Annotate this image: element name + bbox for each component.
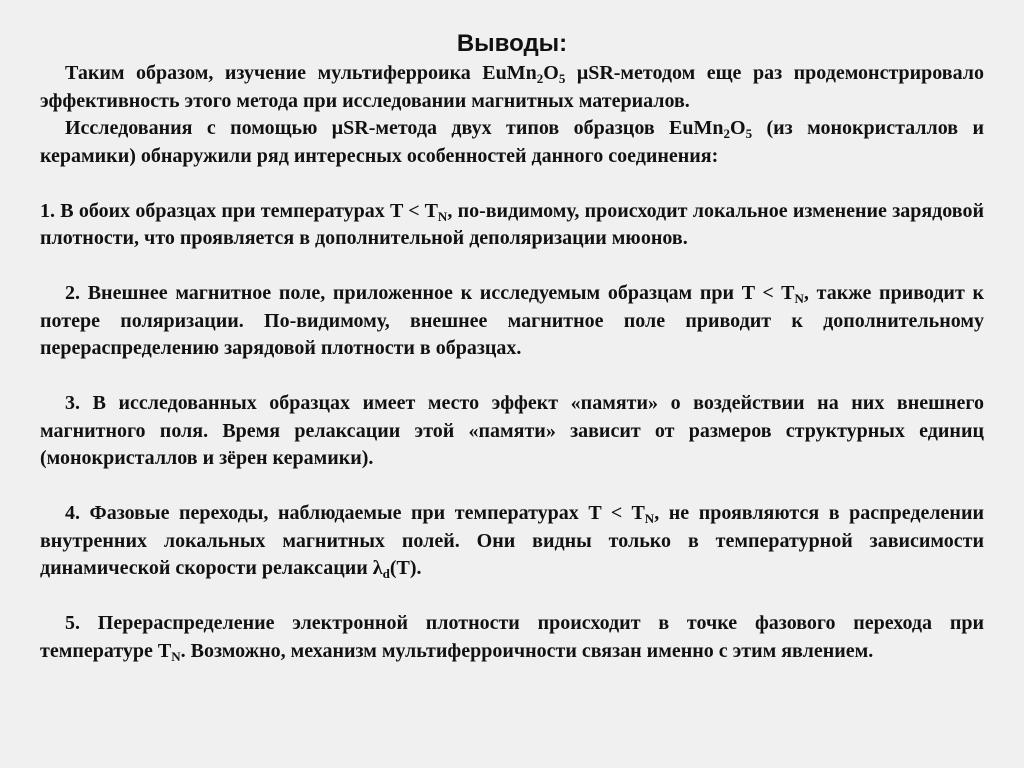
conclusion-item-2: 2. Внешнее магнитное поле, приложенное к исследуемым образцам при $T < T_N$, также приводит к потере поляризации. По-видимому, внешнее магнитное поле приводит к дополнительному перераспределению зарядовой плотности в образцах.	[40, 282, 984, 359]
conclusion-item-5: 5. Перераспределение электронной плотности происходит в точке фазового перехода при температуре $T_N$. Возможно, механизм мультиферроичности связан именно с этим явлением.	[40, 612, 984, 664]
intro-paragraph-2: Исследования с помощью μSR-метода двух типов образцов $EuMn_2O_5$ (из монокристаллов и керамики) обнаружили ряд интересных особенностей данного соединения:	[40, 117, 984, 167]
conclusion-item-1: 1. В обоих образцах при температурах $T < T_N$, по-видимому, происходит локальное изменение зарядовой плотности, что проявляется в дополнительной деполяризации мюонов.	[40, 199, 984, 249]
intro-paragraph-1: Таким образом, изучение мультиферроика $EuMn_2O_5$ μSR-методом еще раз продемонстрировало эффективность этого метода при исследовании магнитных материалов.	[40, 62, 984, 112]
slide-content	[40, 60, 984, 665]
conclusion-item-4: 4. Фазовые переходы, наблюдаемые при температурах $T < T_N$, не проявляются в распределении внутренних локальных магнитных полей. Они видны только в температурной зависимости динамической скорости релаксации $\lambda_d(T)$.	[40, 502, 984, 581]
conclusion-item-3: 3. В исследованных образцах имеет место эффект «памяти» о воздействии на них внешнего магнитного поля. Время релаксации этой «памяти» зависит от размеров структурных единиц (монокристаллов и зёрен керамики).	[40, 392, 984, 469]
slide-title: Выводы:	[456, 30, 568, 57]
